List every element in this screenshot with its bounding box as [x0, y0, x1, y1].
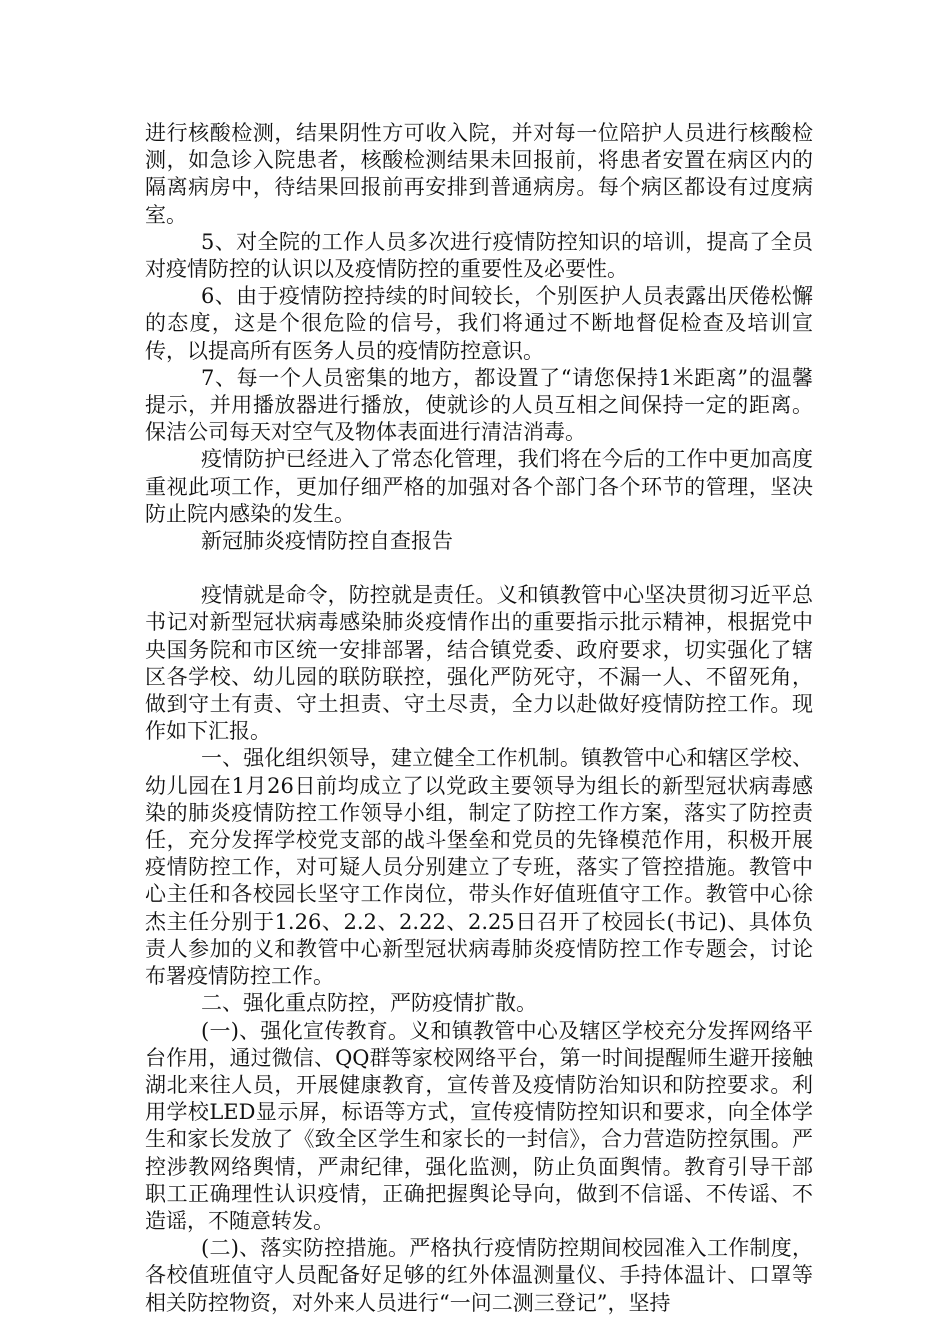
- paragraph: (一)、强化宣传教育。义和镇教管中心及辖区学校充分发挥网络平台作用，通过微信、QQ群等家校网络平台，第一时间提醒师生避开接触湖北来往人员，开展健康教育，宣传普及疫情防治知识和防控要求。利用学校LED显示屏，标语等方式，宣传疫情防控知识和要求，向全体学生和家长发放了《致全区学生和家长的一封信》，合力营造防控氛围。严控涉教网络舆情，严肃纪律，强化监测，防止负面舆情。教育引导干部职工正确理性认识疫情，正确把握舆论导向，做到不信谣、不传谣、不造谣，不随意转发。: [145, 1018, 813, 1233]
- document-page: [145, 120, 813, 1317]
- paragraph: 疫情防护已经进入了常态化管理，我们将在今后的工作中更加高度重视此项工作，更加仔细严格的加强对各个部门各个环节的管理，坚决防止院内感染的发生。: [145, 447, 813, 526]
- paragraph: 7、每一个人员密集的地方，都设置了“请您保持1米距离”的温馨提示，并用播放器进行播放，使就诊的人员互相之间保持一定的距离。保洁公司每天对空气及物体表面进行清洁消毒。: [145, 365, 813, 445]
- paragraph: 6、由于疫情防控持续的时间较长，个别医护人员表露出厌倦松懈的态度，这是个很危险的信号，我们将通过不断地督促检查及培训宣传，以提高所有医务人员的疫情防控意识。: [145, 284, 813, 363]
- paragraph: 5、对全院的工作人员多次进行疫情防控知识的培训，提高了全员对疫情防控的认识以及疫情防控的重要性及必要性。: [145, 229, 813, 282]
- paragraph: 疫情就是命令，防控就是责任。义和镇教管中心坚决贯彻习近平总书记对新型冠状病毒感染肺炎疫情作出的重要指示批示精神，根据党中央国务院和市区统一安排部署，结合镇党委、政府要求，切实强化了辖区各学校、幼儿园的联防联控，强化严防死守，不漏一人、不留死角，做到守土有责、守土担责、守土尽责，全力以赴做好疫情防控工作。现作如下汇报。: [145, 583, 813, 744]
- paragraph: 进行核酸检测，结果阴性方可收入院，并对每一位陪护人员进行核酸检测，如急诊入院患者，核酸检测结果未回报前，将患者安置在病区内的隔离病房中，待结果回报前再安排到普通病房。每个病区都设有过度病室。: [145, 121, 813, 227]
- paragraph: (二)、落实防控措施。严格执行疫情防控期间校园准入工作制度，各校值班值守人员配备好足够的红外体温测量仪、手持体温计、口罩等相关防控物资，对外来人员进行“一问二测三登记”，坚持: [145, 1236, 813, 1315]
- paragraph: 一、强化组织领导，建立健全工作机制。镇教管中心和辖区学校、幼儿园在1月26日前均成立了以党政主要领导为组长的新型冠状病毒感染的肺炎疫情防控工作领导小组，制定了防控工作方案，落实了防控责任，充分发挥学校党支部的战斗堡垒和党员的先锋模范作用，积极开展疫情防控工作，对可疑人员分别建立了专班，落实了管控措施。教管中心主任和各校园长坚守工作岗位，带头作好值班值守工作。教管中心徐杰主任分别于1.26、2.2、2.22、2.25日召开了校园长(书记)、具体负责人参加的义和教管中心新型冠状病毒肺炎疫情防控工作专题会，讨论布署疫情防控工作。: [145, 746, 813, 989]
- report-title: 新冠肺炎疫情防控自查报告: [201, 529, 453, 554]
- section-heading: 二、强化重点防控，严防疫情扩散。: [201, 991, 537, 1016]
